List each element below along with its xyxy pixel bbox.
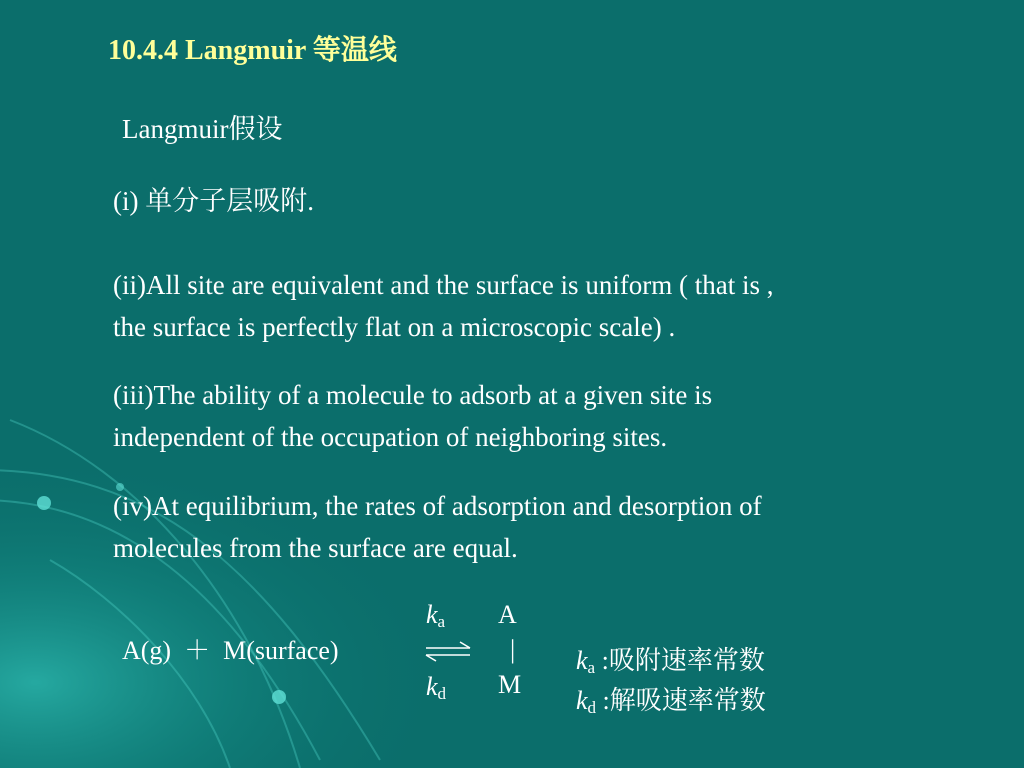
k-symbol: k (576, 686, 588, 715)
reverse-rate-constant (426, 674, 446, 702)
equation-reactants: A(g) ＋ M(surface) (122, 636, 339, 665)
k-symbol: k (576, 646, 588, 675)
k-symbol: k (426, 600, 438, 629)
legend-reverse (563, 662, 766, 716)
assumption-iv (113, 485, 762, 569)
legend-text: :吸附速率常数 (595, 646, 765, 675)
assumption-line: (ii)All site are equivalent and the surface is uniform ( that is , (113, 270, 774, 300)
forward-rate-constant (426, 602, 445, 630)
legend-text: :解吸速率常数 (596, 686, 766, 715)
k-subscript: a (587, 658, 596, 677)
k-subscript: d (587, 698, 597, 717)
decor-dot (37, 496, 51, 510)
decor-dot (272, 690, 286, 704)
assumption-line: independent of the occupation of neighboring sites. (113, 422, 668, 452)
assumptions-heading: Langmuir假设 (122, 114, 283, 144)
equilibrium-arrows-icon (424, 639, 472, 663)
product-bond: | (510, 635, 516, 664)
product-bottom: M (498, 670, 522, 699)
k-subscript: d (437, 684, 447, 703)
assumption-line: the surface is perfectly flat on a microscopic scale) . (113, 312, 676, 342)
k-subscript: a (437, 612, 446, 631)
assumption-line: molecules from the surface are equal. (113, 533, 518, 563)
assumption-ii (113, 264, 774, 348)
product-top: A (498, 600, 517, 629)
assumption-line: (i) 单分子层吸附. (113, 186, 314, 216)
assumption-line: (iv)At equilibrium, the rates of adsorption and desorption of (113, 491, 762, 521)
assumption-i (113, 180, 314, 222)
slide-title: 10.4.4 Langmuir 等温线 (108, 35, 397, 66)
assumption-line: (iii)The ability of a molecule to adsorb at a given site is (113, 380, 713, 410)
assumption-iii (113, 374, 712, 458)
k-symbol: k (426, 672, 438, 701)
